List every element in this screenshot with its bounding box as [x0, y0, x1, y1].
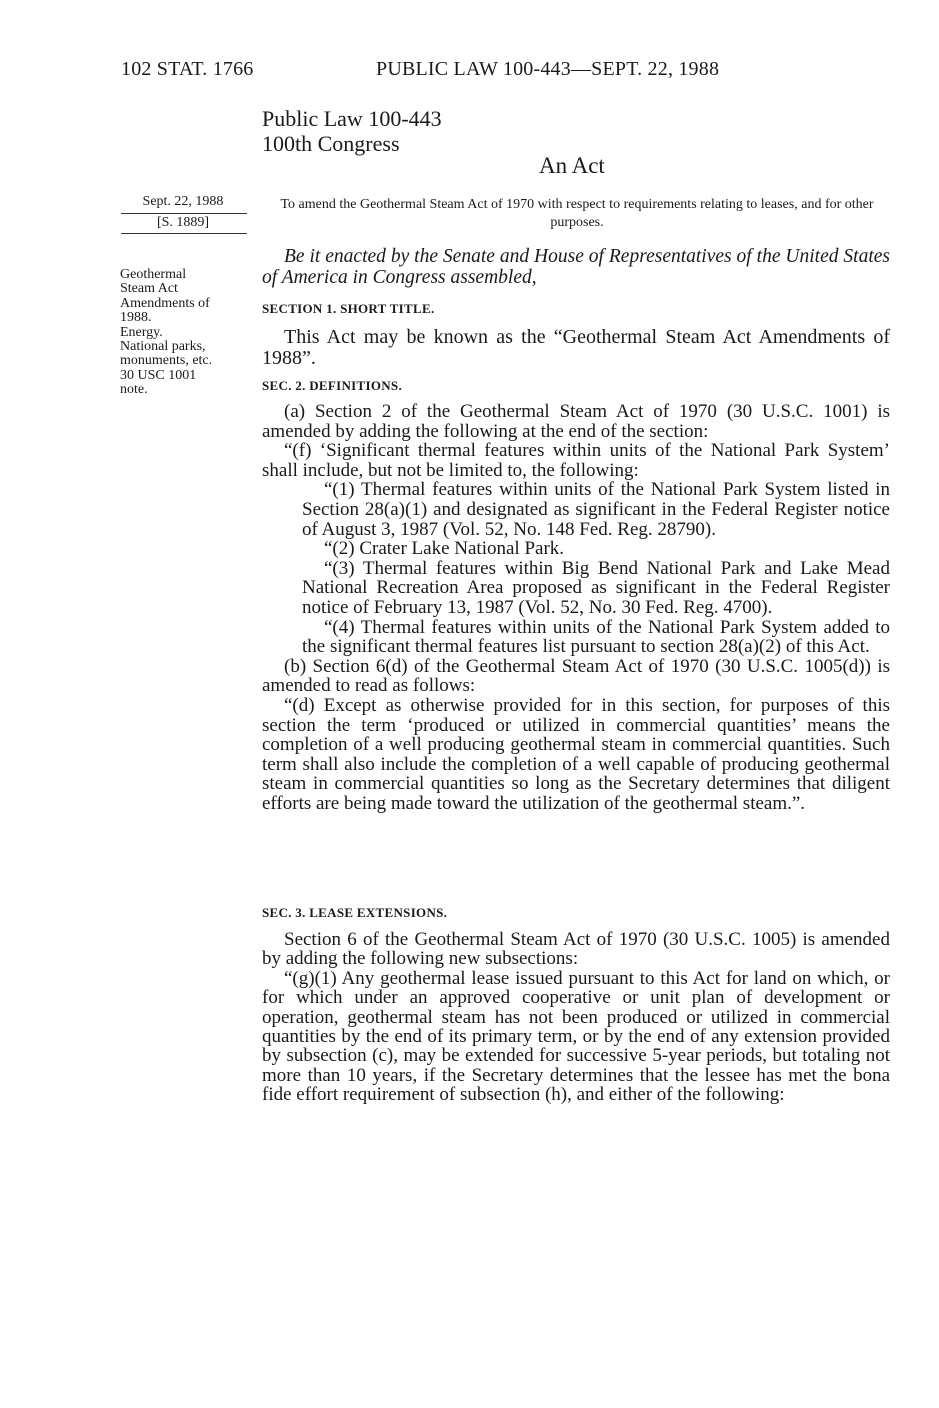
paragraph: “(4) Thermal features within units of the National Park System added to the significant thermal features list pursuant to section 28(a)(2) of this Act. [302, 616, 890, 658]
margin-bill-number: [S. 1889] [156, 215, 210, 230]
paragraph: “(f) ‘Significant thermal features within units of the National Park System’ shall include, but not be limited to, the following: [262, 440, 890, 481]
margin-note: monuments, etc. [120, 353, 213, 369]
paragraph: “(3) Thermal features within Big Bend National Park and Lake Mead National Recreation Area proposed as significant in the Federal Register notice of February 13, 1987 (Vol. 52, No. 30 Fed. Reg. 4700). [302, 557, 890, 618]
paragraph: “(2) Crater Lake National Park. [324, 538, 565, 560]
paragraph: (a) Section 2 of the Geothermal Steam Act of 1970 (30 U.S.C. 1001) is amended by adding the following at the end of the section: [262, 401, 890, 442]
paragraph: “(1) Thermal features within units of the National Park System listed in Section 28(a)(1) and designated as significant in the Federal Register notice of August 3, 1987 (Vol. 52, No. 148 Fed. Reg. 28790). [302, 479, 890, 540]
running-title: PUBLIC LAW 100-443—SEPT. 22, 1988 [376, 58, 720, 80]
margin-date: Sept. 22, 1988 [142, 194, 224, 209]
margin-note: Steam Act [120, 281, 178, 297]
margin-rule [121, 213, 247, 214]
section-1-heading: SECTION 1. SHORT TITLE. [262, 301, 435, 316]
long-title: To amend the Geothermal Steam Act of 1970 with respect to requirements relating to leases, and for other purposes. [280, 197, 874, 230]
paragraph: “(d) Except as otherwise provided for in this section, for purposes of this section the term ‘produced or utilized in commercial quantities’ means the completion of a well producing geothermal steam in commercial quantities. Such term shall also include the completion of a well capable of producing geothermal steam in commercial quantities so long as the Secretary determines that diligent efforts are being made toward the utilization of the geothermal steam.”. [262, 694, 890, 814]
congress: 100th Congress [262, 131, 400, 156]
margin-note: 1988. [120, 310, 152, 326]
enacting-text: Be it enacted by the Senate and House of Representatives of the United States of America in Congress assembled, [262, 246, 890, 288]
margin-note: National parks, [120, 339, 206, 355]
paragraph: (b) Section 6(d) of the Geothermal Steam Act of 1970 (30 U.S.C. 1005(d)) is amended to read as follows: [262, 655, 890, 697]
section-3-body [262, 930, 890, 1105]
section-3-heading: SEC. 3. LEASE EXTENSIONS. [262, 905, 448, 920]
margin-note: Energy. [120, 324, 163, 340]
margin-note: Amendments of [120, 295, 210, 311]
law-number: Public Law 100-443 [262, 106, 442, 131]
act-label: An Act [539, 153, 605, 178]
margin-note: note. [120, 382, 148, 398]
margin-rule-bottom [121, 233, 247, 234]
stat-page-number: 102 STAT. 1766 [121, 58, 254, 80]
section-1-body [262, 327, 890, 369]
paragraph: “(g)(1) Any geothermal lease issued pursuant to this Act for land on which, or for which under an approved cooperative or unit plan of development or operation, geothermal steam has not been produced or utilized in commercial quantities by the end of its primary term, or by the end of any extension provided by subsection (c), may be extended for successive 5-year periods, but totaling not more than 10 years, if the Secretary determines that the lessee has met the bona fide effort requirement of subsection (h), and either of the following: [262, 967, 890, 1106]
section-2-body [262, 402, 890, 813]
margin-note: 30 USC 1001 [120, 367, 197, 383]
paragraph: This Act may be known as the “Geothermal Steam Act Amendments of 1988”. [262, 326, 890, 369]
margin-notes [120, 268, 255, 398]
paragraph: Section 6 of the Geothermal Steam Act of 1970 (30 U.S.C. 1005) is amended by adding the following new subsections: [262, 929, 890, 970]
section-2-heading: SEC. 2. DEFINITIONS. [262, 378, 403, 393]
margin-note: Geothermal [120, 267, 187, 282]
enacting-clause [262, 246, 890, 288]
